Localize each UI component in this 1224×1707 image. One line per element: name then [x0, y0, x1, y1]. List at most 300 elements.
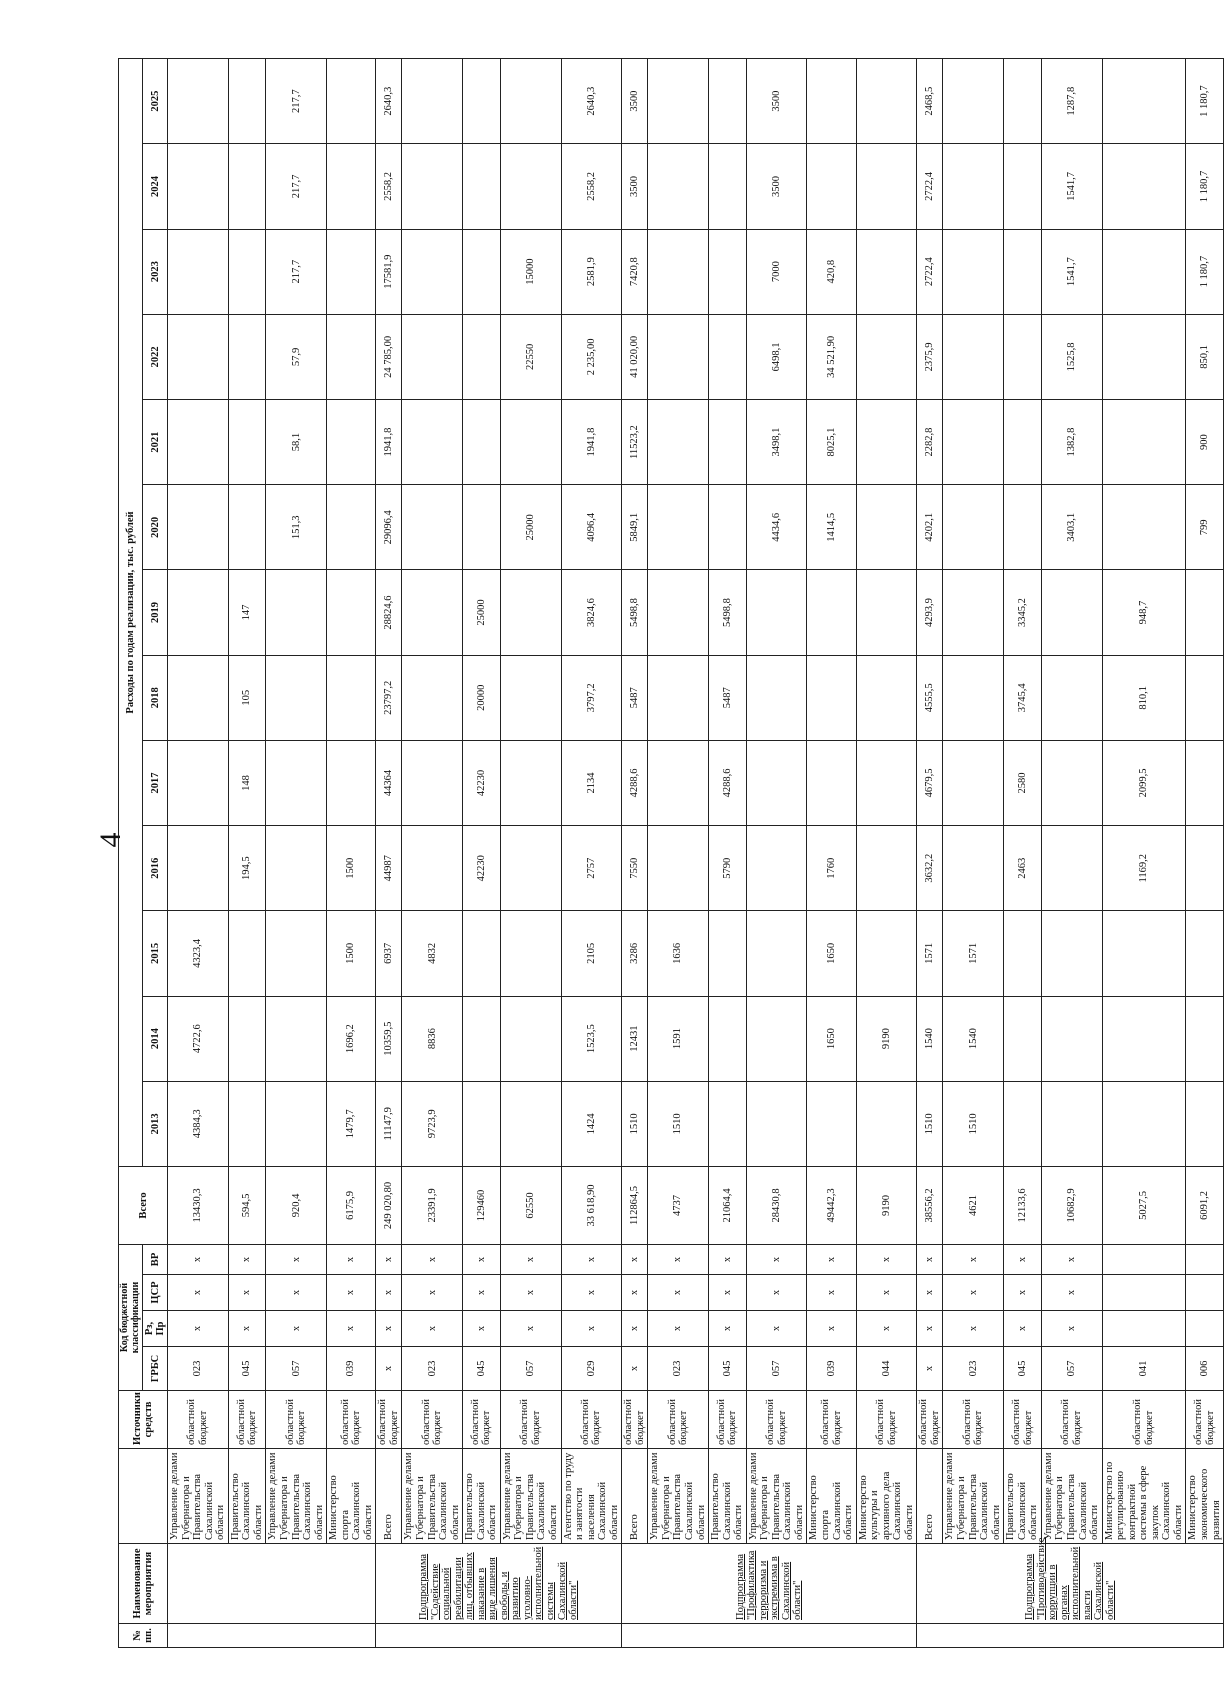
year-value-cell: 850,1	[1186, 314, 1224, 399]
year-value-cell: 151,3	[266, 485, 327, 570]
year-value-cell: 9190	[856, 996, 917, 1081]
year-value-cell: 194,5	[228, 826, 266, 911]
year-value-cell: 2640,3	[376, 59, 402, 144]
year-value-cell	[463, 996, 501, 1081]
year-value-cell	[807, 740, 856, 825]
table-row	[1004, 59, 1042, 1648]
year-value-cell: 3403,1	[1041, 485, 1102, 570]
vr-cell: х	[266, 1244, 327, 1274]
year-value-cell	[1186, 911, 1224, 996]
year-value-cell: 4679,5	[917, 740, 943, 825]
vr-cell: х	[376, 1244, 402, 1274]
year-value-cell	[746, 996, 807, 1081]
table-row	[856, 59, 917, 1648]
rzpr-cell: х	[463, 1311, 501, 1347]
year-value-cell	[648, 826, 709, 911]
year-value-cell	[500, 911, 561, 996]
csr-cell: х	[327, 1275, 376, 1311]
year-value-cell: 799	[1186, 485, 1224, 570]
vr-cell: х	[500, 1244, 561, 1274]
year-value-cell: 900	[1186, 399, 1224, 484]
year-value-cell	[228, 996, 266, 1081]
year-value-cell: 1540	[917, 996, 943, 1081]
year-value-cell	[943, 740, 1004, 825]
year-value-cell: 4434,6	[746, 485, 807, 570]
funding-source-cell: областной бюджет	[228, 1391, 266, 1449]
table-row	[266, 59, 327, 1648]
year-value-cell: 4832	[402, 911, 463, 996]
year-value-cell: 105	[228, 655, 266, 740]
vr-cell	[1102, 1244, 1186, 1274]
header-vr: ВР	[143, 1244, 168, 1274]
year-value-cell: 4384,3	[168, 1081, 229, 1166]
year-value-cell: 58,1	[266, 399, 327, 484]
program-name-cell: Подпрограмма "Профилактика терроризма и экстремизма в Сахалинской области"	[622, 1544, 917, 1624]
year-value-cell	[1041, 826, 1102, 911]
year-value-cell: 20000	[463, 655, 501, 740]
year-value-cell	[463, 314, 501, 399]
rzpr-cell: х	[746, 1311, 807, 1347]
year-value-cell: 12431	[622, 996, 648, 1081]
csr-cell: х	[943, 1275, 1004, 1311]
csr-cell: х	[228, 1275, 266, 1311]
year-value-cell	[856, 911, 917, 996]
year-value-cell: 5849,1	[622, 485, 648, 570]
year-value-cell: 42230	[463, 740, 501, 825]
funding-source-cell: областной бюджет	[1186, 1391, 1224, 1449]
year-value-cell: 3745,4	[1004, 655, 1042, 740]
year-value-cell	[463, 911, 501, 996]
year-value-cell	[463, 1081, 501, 1166]
vr-cell: х	[1041, 1244, 1102, 1274]
table-row	[168, 59, 229, 1648]
header-grbs: ГРБС	[143, 1347, 168, 1391]
total-cell: 21064,4	[709, 1166, 747, 1244]
year-value-cell	[500, 144, 561, 229]
year-value-cell: 5487	[709, 655, 747, 740]
year-value-cell: 1571	[917, 911, 943, 996]
year-value-cell	[168, 59, 229, 144]
funding-source-cell: областной бюджет	[709, 1391, 747, 1449]
year-value-cell: 17581,9	[376, 229, 402, 314]
year-value-cell: 1 180,7	[1186, 144, 1224, 229]
table-row	[1186, 59, 1224, 1648]
year-value-cell: 15000	[500, 229, 561, 314]
header-name: Наименование мероприятия	[119, 1544, 168, 1624]
year-value-cell	[856, 59, 917, 144]
grbs-cell: х	[917, 1347, 943, 1391]
header-year: 2025	[143, 59, 168, 144]
year-value-cell	[709, 485, 747, 570]
header-year: 2019	[143, 570, 168, 655]
year-value-cell	[709, 399, 747, 484]
year-value-cell	[266, 911, 327, 996]
year-value-cell: 2282,8	[917, 399, 943, 484]
vr-cell: х	[327, 1244, 376, 1274]
year-value-cell: 2581,9	[561, 229, 622, 314]
year-value-cell	[500, 740, 561, 825]
year-value-cell	[1004, 229, 1042, 314]
organization-cell: Всего	[622, 1449, 648, 1544]
year-value-cell: 1523,5	[561, 996, 622, 1081]
year-value-cell	[943, 399, 1004, 484]
year-value-cell: 1760	[807, 826, 856, 911]
year-value-cell	[856, 1081, 917, 1166]
year-value-cell: 147	[228, 570, 266, 655]
year-value-cell: 41 020,00	[622, 314, 648, 399]
table-row	[746, 59, 807, 1648]
csr-cell: х	[168, 1275, 229, 1311]
year-value-cell: 2757	[561, 826, 622, 911]
header-year: 2024	[143, 144, 168, 229]
year-value-cell: 1571	[943, 911, 1004, 996]
year-value-cell: 1636	[648, 911, 709, 996]
year-value-cell	[1041, 740, 1102, 825]
csr-cell: х	[376, 1275, 402, 1311]
year-value-cell: 3286	[622, 911, 648, 996]
year-value-cell: 11147,9	[376, 1081, 402, 1166]
table-row	[943, 59, 1004, 1648]
csr-cell: х	[709, 1275, 747, 1311]
year-value-cell	[228, 314, 266, 399]
year-value-cell	[856, 144, 917, 229]
grbs-cell: 045	[228, 1347, 266, 1391]
year-value-cell	[327, 655, 376, 740]
year-value-cell	[709, 144, 747, 229]
rzpr-cell: х	[1004, 1311, 1042, 1347]
year-value-cell	[1102, 314, 1186, 399]
year-value-cell: 11523,2	[622, 399, 648, 484]
funding-source-cell: областной бюджет	[463, 1391, 501, 1449]
rzpr-cell	[1186, 1311, 1224, 1347]
funding-source-cell: областной бюджет	[1041, 1391, 1102, 1449]
year-value-cell	[327, 229, 376, 314]
year-value-cell	[648, 144, 709, 229]
year-value-cell	[168, 229, 229, 314]
year-value-cell: 1382,8	[1041, 399, 1102, 484]
year-value-cell: 1541,7	[1041, 144, 1102, 229]
csr-cell: х	[463, 1275, 501, 1311]
vr-cell: х	[807, 1244, 856, 1274]
year-value-cell: 9723,9	[402, 1081, 463, 1166]
vr-cell: х	[1004, 1244, 1042, 1274]
year-value-cell	[266, 570, 327, 655]
grbs-cell: 044	[856, 1347, 917, 1391]
year-value-cell	[1041, 1081, 1102, 1166]
year-value-cell: 22550	[500, 314, 561, 399]
funding-source-cell: областной бюджет	[376, 1391, 402, 1449]
year-value-cell	[856, 826, 917, 911]
total-cell: 4737	[648, 1166, 709, 1244]
year-value-cell	[648, 655, 709, 740]
year-value-cell	[1102, 144, 1186, 229]
csr-cell: х	[622, 1275, 648, 1311]
year-value-cell	[402, 314, 463, 399]
year-value-cell	[746, 570, 807, 655]
year-value-cell	[856, 314, 917, 399]
year-value-cell: 34 521,90	[807, 314, 856, 399]
year-value-cell	[1102, 229, 1186, 314]
header-year: 2017	[143, 740, 168, 825]
year-value-cell: 1941,8	[376, 399, 402, 484]
year-value-cell	[1041, 655, 1102, 740]
rzpr-cell: х	[943, 1311, 1004, 1347]
year-value-cell	[500, 570, 561, 655]
row-number-cell	[917, 1624, 1224, 1648]
table-row	[622, 59, 648, 1648]
year-value-cell	[856, 740, 917, 825]
year-value-cell: 3500	[622, 59, 648, 144]
year-value-cell	[1004, 399, 1042, 484]
year-value-cell: 10359,5	[376, 996, 402, 1081]
grbs-cell: 006	[1186, 1347, 1224, 1391]
year-value-cell	[327, 485, 376, 570]
year-value-cell: 44987	[376, 826, 402, 911]
year-value-cell	[1004, 911, 1042, 996]
year-value-cell	[500, 826, 561, 911]
header-year: 2016	[143, 826, 168, 911]
year-value-cell: 5487	[622, 655, 648, 740]
year-value-cell	[807, 59, 856, 144]
year-value-cell	[1102, 485, 1186, 570]
total-cell: 13430,3	[168, 1166, 229, 1244]
header-csr: ЦСР	[143, 1275, 168, 1311]
year-value-cell	[327, 314, 376, 399]
year-value-cell	[500, 399, 561, 484]
total-cell: 62550	[500, 1166, 561, 1244]
funding-source-cell: областной бюджет	[1004, 1391, 1042, 1449]
year-value-cell	[856, 399, 917, 484]
grbs-cell: х	[622, 1347, 648, 1391]
csr-cell: х	[1004, 1275, 1042, 1311]
year-value-cell	[1041, 911, 1102, 996]
year-value-cell	[1186, 996, 1224, 1081]
year-value-cell	[500, 59, 561, 144]
year-value-cell	[1102, 59, 1186, 144]
year-value-cell: 24 785,00	[376, 314, 402, 399]
year-value-cell	[266, 655, 327, 740]
grbs-cell: 039	[807, 1347, 856, 1391]
year-value-cell: 3824,6	[561, 570, 622, 655]
funding-source-cell: областной бюджет	[266, 1391, 327, 1449]
year-value-cell: 1500	[327, 911, 376, 996]
year-value-cell	[228, 399, 266, 484]
grbs-cell: 045	[709, 1347, 747, 1391]
year-value-cell	[1186, 740, 1224, 825]
year-value-cell: 4323,4	[168, 911, 229, 996]
organization-cell: Министерство культуры и архивного дела Сахалинской области	[856, 1449, 917, 1544]
year-value-cell: 4202,1	[917, 485, 943, 570]
total-cell: 23391,9	[402, 1166, 463, 1244]
year-value-cell: 148	[228, 740, 266, 825]
total-cell: 112864,5	[622, 1166, 648, 1244]
year-value-cell	[856, 655, 917, 740]
organization-cell: Управление делами Губернатора и Правительства Сахалинской области	[402, 1449, 463, 1544]
year-value-cell	[228, 911, 266, 996]
table-row	[561, 59, 622, 1648]
total-cell: 28430,8	[746, 1166, 807, 1244]
grbs-cell: 023	[648, 1347, 709, 1391]
year-value-cell	[327, 740, 376, 825]
grbs-cell: 057	[500, 1347, 561, 1391]
vr-cell: х	[228, 1244, 266, 1274]
year-value-cell	[402, 229, 463, 314]
funding-source-cell: областной бюджет	[402, 1391, 463, 1449]
year-value-cell	[402, 399, 463, 484]
year-value-cell: 2640,3	[561, 59, 622, 144]
csr-cell: х	[917, 1275, 943, 1311]
year-value-cell: 42230	[463, 826, 501, 911]
year-value-cell: 23797,2	[376, 655, 402, 740]
year-value-cell: 1591	[648, 996, 709, 1081]
year-value-cell	[266, 996, 327, 1081]
organization-cell: Правительство Сахалинской области	[1004, 1449, 1042, 1544]
vr-cell: х	[561, 1244, 622, 1274]
total-cell: 12133,6	[1004, 1166, 1042, 1244]
year-value-cell	[648, 485, 709, 570]
row-number-cell	[168, 1624, 376, 1648]
vr-cell	[1186, 1244, 1224, 1274]
year-value-cell: 29096,4	[376, 485, 402, 570]
year-value-cell	[463, 229, 501, 314]
year-value-cell	[1186, 655, 1224, 740]
header-no: № пп.	[119, 1624, 168, 1648]
table-row	[402, 59, 463, 1648]
grbs-cell: 029	[561, 1347, 622, 1391]
funding-source-cell: областной бюджет	[648, 1391, 709, 1449]
year-value-cell	[943, 314, 1004, 399]
year-value-cell	[807, 570, 856, 655]
total-cell: 6091,2	[1186, 1166, 1224, 1244]
total-cell: 6175,9	[327, 1166, 376, 1244]
vr-cell: х	[917, 1244, 943, 1274]
year-value-cell	[402, 826, 463, 911]
year-value-cell	[1004, 59, 1042, 144]
csr-cell: х	[648, 1275, 709, 1311]
year-value-cell: 1 180,7	[1186, 59, 1224, 144]
year-value-cell	[500, 1081, 561, 1166]
year-value-cell: 3345,2	[1004, 570, 1042, 655]
vr-cell: х	[463, 1244, 501, 1274]
table-row	[228, 59, 266, 1648]
header-expenses: Расходы по годам реализации, тыс. рублей	[119, 59, 143, 1167]
year-value-cell: 1414,5	[807, 485, 856, 570]
funding-source-cell: областной бюджет	[327, 1391, 376, 1449]
rzpr-cell: х	[500, 1311, 561, 1347]
table-row	[327, 59, 376, 1648]
year-value-cell	[500, 996, 561, 1081]
year-value-cell: 1525,8	[1041, 314, 1102, 399]
total-cell: 49442,3	[807, 1166, 856, 1244]
organization-cell: Управление делами Губернатора и Правительства Сахалинской области	[943, 1449, 1004, 1544]
year-value-cell	[746, 655, 807, 740]
year-value-cell	[1102, 911, 1186, 996]
total-cell: 594,5	[228, 1166, 266, 1244]
year-value-cell: 1169,2	[1102, 826, 1186, 911]
year-value-cell	[1102, 399, 1186, 484]
year-value-cell	[709, 59, 747, 144]
program-name-cell	[168, 1544, 376, 1624]
year-value-cell: 3632,2	[917, 826, 943, 911]
year-value-cell	[1004, 144, 1042, 229]
rzpr-cell: х	[622, 1311, 648, 1347]
year-value-cell: 217,7	[266, 229, 327, 314]
grbs-cell: 023	[402, 1347, 463, 1391]
year-value-cell	[1004, 485, 1042, 570]
table-row	[463, 59, 501, 1648]
year-value-cell	[1102, 996, 1186, 1081]
rzpr-cell: х	[856, 1311, 917, 1347]
year-value-cell	[1186, 826, 1224, 911]
year-value-cell: 2722,4	[917, 229, 943, 314]
year-value-cell	[807, 144, 856, 229]
year-value-cell	[746, 826, 807, 911]
year-value-cell	[402, 740, 463, 825]
year-value-cell	[1041, 570, 1102, 655]
header-source: Источники средств	[119, 1391, 168, 1449]
header-year: 2013	[143, 1081, 168, 1166]
table-row	[500, 59, 561, 1648]
year-value-cell: 1479,7	[327, 1081, 376, 1166]
year-value-cell	[943, 229, 1004, 314]
year-value-cell	[327, 570, 376, 655]
vr-cell: х	[168, 1244, 229, 1274]
funding-source-cell: областной бюджет	[943, 1391, 1004, 1449]
year-value-cell	[266, 740, 327, 825]
table-body	[168, 59, 1224, 1648]
year-value-cell	[402, 655, 463, 740]
budget-table	[118, 58, 1224, 1648]
year-value-cell: 3500	[746, 59, 807, 144]
year-value-cell: 5790	[709, 826, 747, 911]
year-value-cell: 2463	[1004, 826, 1042, 911]
year-value-cell	[807, 655, 856, 740]
rzpr-cell: х	[917, 1311, 943, 1347]
year-value-cell	[943, 655, 1004, 740]
year-value-cell	[228, 229, 266, 314]
table-row	[709, 59, 747, 1648]
year-value-cell: 1541,7	[1041, 229, 1102, 314]
year-value-cell: 3797,2	[561, 655, 622, 740]
year-value-cell: 4288,6	[622, 740, 648, 825]
organization-cell: Агентство по труду и занятости населения Сахалинской области	[561, 1449, 622, 1544]
header-budget-code: Код бюджетной классификации	[119, 1244, 143, 1390]
year-value-cell	[807, 1081, 856, 1166]
year-value-cell	[1186, 1081, 1224, 1166]
total-cell: 4621	[943, 1166, 1004, 1244]
year-value-cell	[1186, 570, 1224, 655]
year-value-cell	[228, 59, 266, 144]
year-value-cell	[746, 911, 807, 996]
program-name-cell: Подпрограмма "Содействие социальной реабилитации лиц, отбывших наказание в виде лишения свободы, и развитию уголовно-исполнительной системы Сахалинской области"	[376, 1544, 622, 1624]
year-value-cell	[228, 1081, 266, 1166]
organization-cell: Правительство Сахалинской области	[463, 1449, 501, 1544]
year-value-cell: 7550	[622, 826, 648, 911]
year-value-cell: 6937	[376, 911, 402, 996]
year-value-cell	[746, 1081, 807, 1166]
year-value-cell	[168, 570, 229, 655]
year-value-cell	[943, 144, 1004, 229]
header-year: 2022	[143, 314, 168, 399]
year-value-cell: 4096,4	[561, 485, 622, 570]
year-value-cell: 2105	[561, 911, 622, 996]
year-value-cell	[228, 485, 266, 570]
year-value-cell: 1424	[561, 1081, 622, 1166]
rzpr-cell: х	[709, 1311, 747, 1347]
year-value-cell	[463, 485, 501, 570]
csr-cell: х	[856, 1275, 917, 1311]
grbs-cell: 045	[463, 1347, 501, 1391]
